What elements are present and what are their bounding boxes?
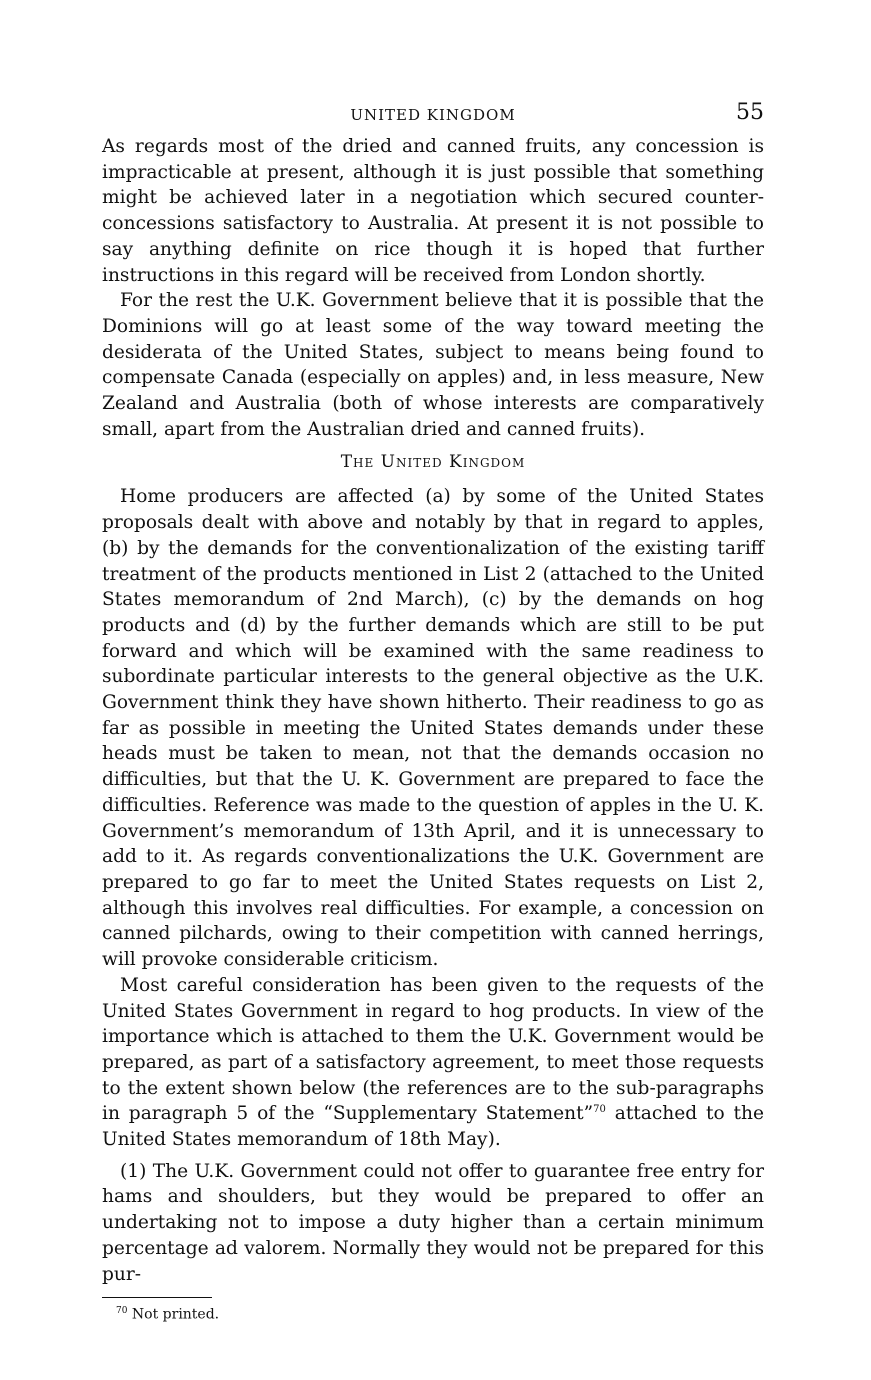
paragraph-home-producers: Home producers are affected (a) by some of the United States proposals dealt with above and notably by that in regard to apples, (b) by the demands for the conventionalization of the existing tariff treatment of the products mentioned in List 2 (attached to the United States memorandum of 2nd March), (c) by the demands on hog products and (d) by the further demands which are still to be put forward and which will be examined with the same readiness to subordinate particular interests to the general objective as the U.K. Government think they have shown hitherto. Their readiness to go as far as possible in meeting the United States demands under these heads must be taken to mean, not that the demands occasion no difficulties, but that the U. K. Government are prepared to face the difficulties. Reference was made to the question of apples in the U. K. Government’s memorandum of 13th April, and it is unnecessary to add to it. As regards conventionalizations the U.K. Government are prepared to go far to meet the United States requests on List 2, although this involves real difficulties. For example, a concession on canned pilchards, owing to their competition with canned herrings, will provoke considerable criticism. [102, 486, 764, 971]
footnote-reference: 70 [593, 1104, 606, 1116]
footnote-text: Not printed. [131, 1306, 220, 1323]
document-page [102, 98, 764, 1323]
footnote-marker: 70 [116, 1306, 128, 1317]
paragraph-hog-products-text-end: attached to the United States memorandum of 18th May). [102, 1103, 764, 1151]
footnote-divider [102, 1297, 212, 1298]
paragraph-dried-canned-fruits: As regards most of the dried and canned fruits, any concession is impracticable at present, although it is just possible that something might be achieved later in a negotiation which secured counter-concessions satisfactory to Australia. At present it is not possible to say anything definite on rice though it is hoped that further instructions in this regard will be received from London shortly. [102, 136, 764, 286]
page-header [102, 98, 764, 134]
paragraph-dominions: For the rest the U.K. Government believe that it is possible that the Dominions will go at least some of the way toward meeting the desiderata of the United States, subject to means being found to compensate Canada (especially on apples) and, in less measure, New Zealand and Australia (both of whose interests are comparatively small, apart from the Australian dried and canned fruits). [102, 290, 764, 440]
section-heading: The United Kingdom [340, 452, 526, 473]
paragraph-hog-products [102, 973, 764, 1153]
page-number: 55 [736, 100, 764, 125]
footnote [116, 1306, 764, 1323]
running-head: UNITED KINGDOM [350, 106, 516, 124]
paragraph-hams-shoulders: (1) The U.K. Government could not offer to guarantee free entry for hams and shoulders, but they would be prepared to offer an undertaking not to impose a duty higher than a certain minimum percentage ad valorem. Normally they would not be prepared for this pur- [102, 1160, 764, 1285]
paragraph-hog-products-text: Most careful consideration has been given to the requests of the United States Government in regard to hog products. In view of the importance which is attached to them the U.K. Government would be prepared, as part of a satisfactory agreement, to meet those requests to the extent shown below (the references are to the sub-paragraphs in paragraph 5 of the “Supplementary Statement” [102, 974, 764, 1125]
